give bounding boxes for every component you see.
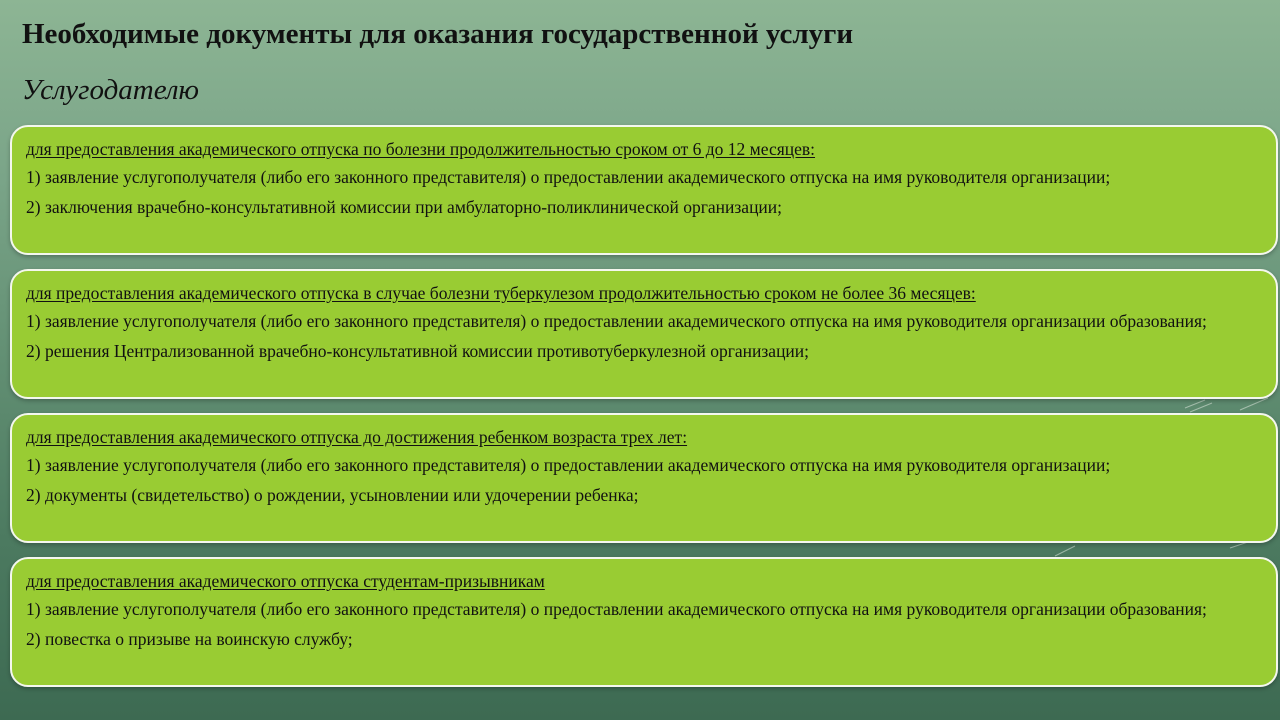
slide-subtitle: Услугодателю xyxy=(22,74,199,106)
panel-conscript-leave xyxy=(10,557,1278,687)
panel-item: 2) повестка о призыве на воинскую службу; xyxy=(26,629,353,649)
panel-tuberculosis-leave xyxy=(10,269,1278,399)
panel-heading: для предоставления академического отпуска до достижения ребенком возраста трех лет: xyxy=(26,427,688,447)
panel-heading: для предоставления академического отпуска по болезни продолжительностью сроком от 6 до 12 месяцев: xyxy=(26,139,816,159)
panel-item: 1) заявление услугополучателя (либо его законного представителя) о предоставлении академического отпуска на имя руководителя организации; xyxy=(26,167,1111,187)
panel-item: 2) решения Централизованной врачебно-консультативной комиссии противотуберкулезной организации; xyxy=(26,341,810,361)
panel-childcare-leave xyxy=(10,413,1278,543)
panel-heading: для предоставления академического отпуска студентам-призывникам xyxy=(26,571,545,591)
panel-item: 1) заявление услугополучателя (либо его законного представителя) о предоставлении академического отпуска на имя руководителя организации образования; xyxy=(26,599,1207,619)
panel-item: 2) заключения врачебно-консультативной комиссии при амбулаторно-поликлинической организации; xyxy=(26,197,783,217)
panel-illness-leave xyxy=(10,125,1278,255)
panel-item: 1) заявление услугополучателя (либо его законного представителя) о предоставлении академического отпуска на имя руководителя организации образования; xyxy=(26,311,1207,331)
slide-title: Необходимые документы для оказания государственной услуги xyxy=(22,18,854,50)
panel-heading: для предоставления академического отпуска в случае болезни туберкулезом продолжительностью сроком не более 36 месяцев: xyxy=(26,283,976,303)
panel-item: 1) заявление услугополучателя (либо его законного представителя) о предоставлении академического отпуска на имя руководителя организации; xyxy=(26,455,1111,475)
panel-item: 2) документы (свидетельство) о рождении, усыновлении или удочерении ребенка; xyxy=(26,485,639,505)
